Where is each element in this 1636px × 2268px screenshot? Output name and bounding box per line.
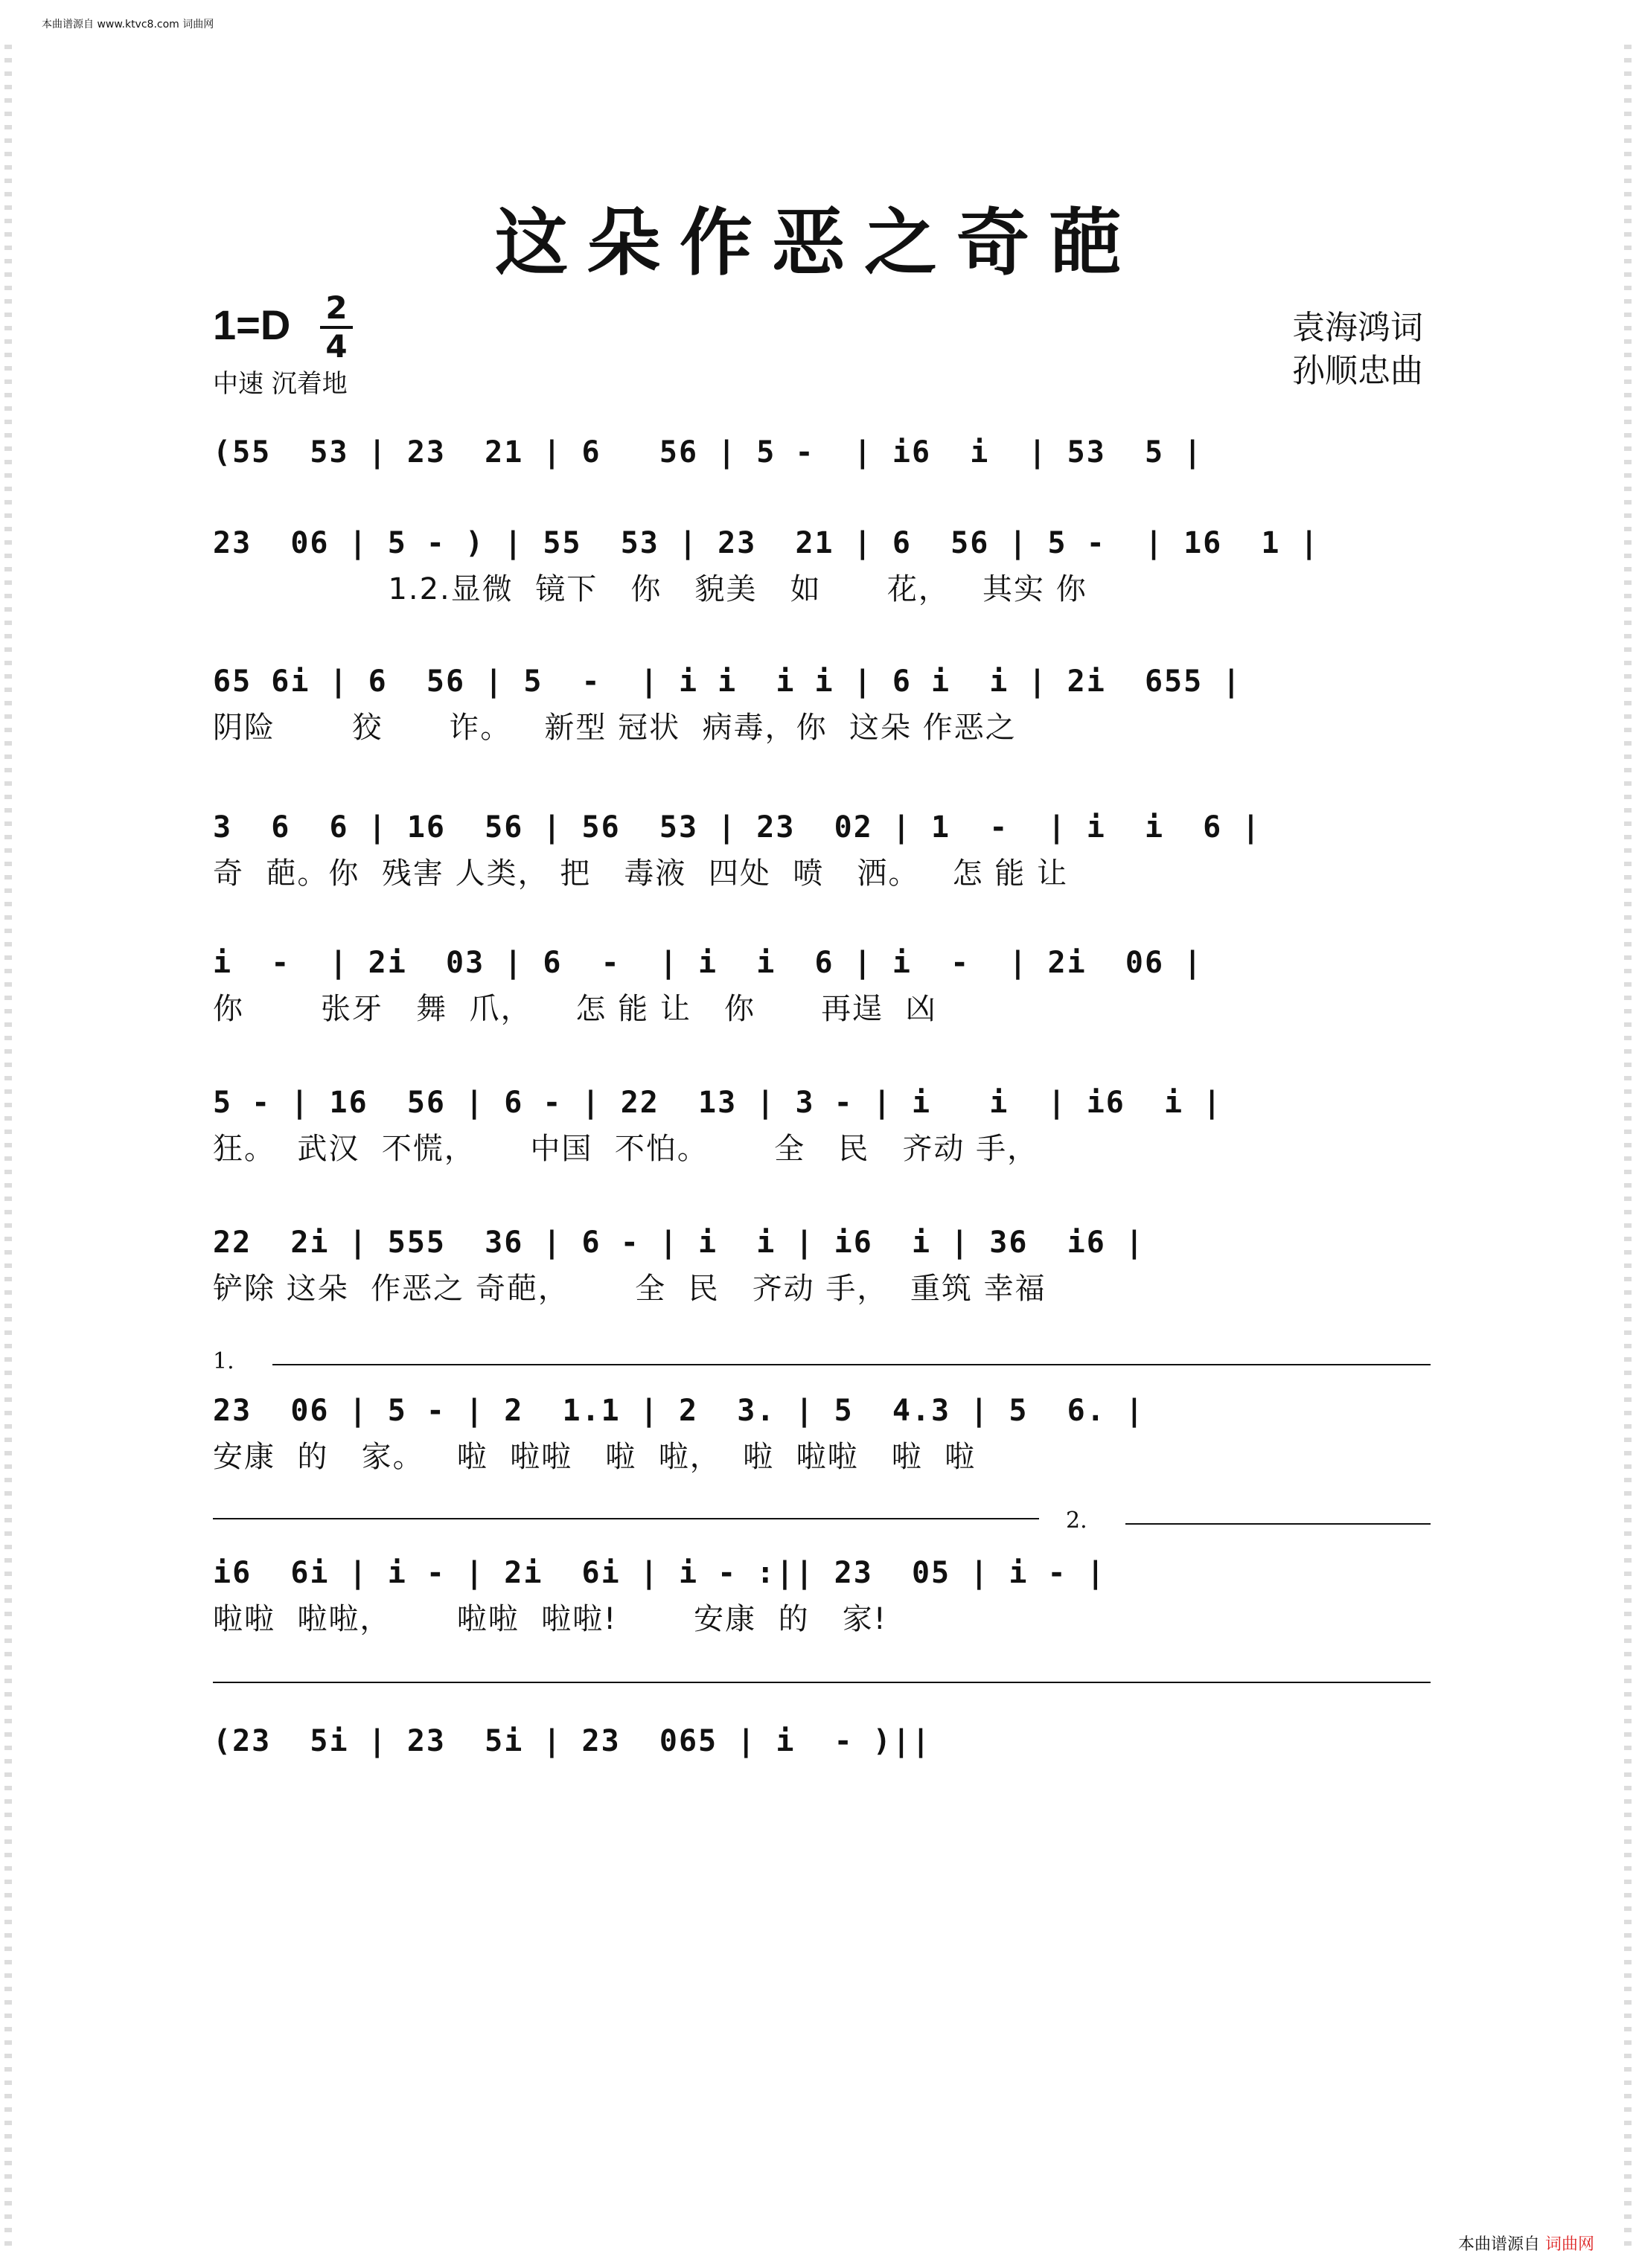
song-title: 这朵作恶之奇葩 [494, 200, 1141, 286]
coda-line [213, 1682, 1431, 1683]
lyrics-line: 狂。 武汉 不慌， 中国 不怕。 全 民 齐动 手， [213, 1132, 1039, 1166]
system-6 [213, 1080, 1431, 1167]
header-source-text: 本曲谱源自 www.ktvc8.com 词曲网 [42, 19, 214, 31]
notation-line: 23 06 | 5 - | 2 1.1 | 2 3. | 5 4.3 | 5 6. | [213, 1394, 1145, 1428]
volta-2-label: 2. [1066, 1508, 1087, 1534]
system-1 [213, 430, 1431, 475]
volta-1-end-line [213, 1518, 1039, 1519]
lyrics-line: 阴险 狡 诈。 新型 冠状 病毒，你 这朵 作恶之 [213, 711, 1017, 745]
key-signature: 1=D [213, 301, 291, 348]
system-5 [213, 941, 1431, 1028]
footer-source-text: 本曲谱源自 [1457, 2235, 1540, 2254]
right-edge-watermark [1624, 45, 1632, 2247]
notation-line: 3 6 6 | 16 56 | 56 53 | 23 02 | 1 - | i i 6 | [213, 810, 1262, 845]
lyrics-line: 你 张牙 舞 爪， 怎 能 让 你 再逞 凶 [213, 992, 937, 1026]
system-9 [213, 1551, 1431, 1638]
notation-line: 65 6i | 6 56 | 5 - | i i i i | 6 i i | 2i 655 | [213, 664, 1242, 699]
volta-2-line [1125, 1523, 1431, 1525]
tempo-marking: 中速 沉着地 [213, 369, 348, 399]
system-8 [213, 1388, 1431, 1476]
system-10 [213, 1719, 1431, 1764]
notation-line: (55 53 | 23 21 | 6 56 | 5 - | i6 i | 53 5 | [213, 435, 1204, 470]
notation-line: (23 5i | 23 5i | 23 065 | i - )|| [213, 1724, 932, 1758]
system-7 [213, 1220, 1431, 1307]
notation-line: 5 - | 16 56 | 6 - | 22 13 | 3 - | i i | i6 i | [213, 1086, 1223, 1120]
volta-1-line [272, 1364, 1431, 1365]
time-signature-bottom: 4 [325, 328, 348, 365]
time-signature-top: 2 [325, 289, 348, 326]
system-3 [213, 659, 1431, 746]
time-signature [320, 289, 353, 365]
lyrics-line: 啦啦 啦啦， 啦啦 啦啦! 安康 的 家! [213, 1602, 887, 1636]
system-4 [213, 805, 1431, 892]
footer-site-link[interactable]: 词曲网 [1544, 2235, 1594, 2254]
composer-credit: 孙顺忠曲 [1292, 352, 1423, 390]
footer-source [1458, 2232, 1594, 2255]
lyrics-line: 安康 的 家。 啦 啦啦 啦 啦， 啦 啦啦 啦 啦 [213, 1440, 977, 1474]
system-2 [213, 521, 1431, 608]
volta-1-label: 1. [213, 1348, 234, 1374]
notation-line: 22 2i | 555 36 | 6 - | i i | i6 i | 36 i6 | [213, 1226, 1145, 1260]
left-edge-watermark [4, 45, 12, 2247]
lyrics-line: 奇 葩。你 残害 人类， 把 毒液 四处 喷 洒。 怎 能 让 [213, 856, 1069, 891]
lyrics-line: 1.2.显微 镜下 你 貌美 如 花， 其实 你 [213, 572, 1087, 606]
notation-line: 23 06 | 5 - ) | 55 53 | 23 21 | 6 56 | 5 - | 16 1 | [213, 526, 1320, 560]
notation-line: i - | 2i 03 | 6 - | i i 6 | i - | 2i 06 | [213, 946, 1204, 980]
lyrics-line: 铲除 这朵 作恶之 奇葩， 全 民 齐动 手， 重筑 幸福 [213, 1272, 1047, 1306]
lyricist-credit: 袁海鸿词 [1292, 309, 1423, 347]
volta-1-bracket [213, 1348, 1431, 1374]
notation-line: i6 6i | i - | 2i 6i | i - :|| 23 05 | i - | [213, 1556, 1106, 1590]
volta-2-bracket [1066, 1508, 1431, 1534]
